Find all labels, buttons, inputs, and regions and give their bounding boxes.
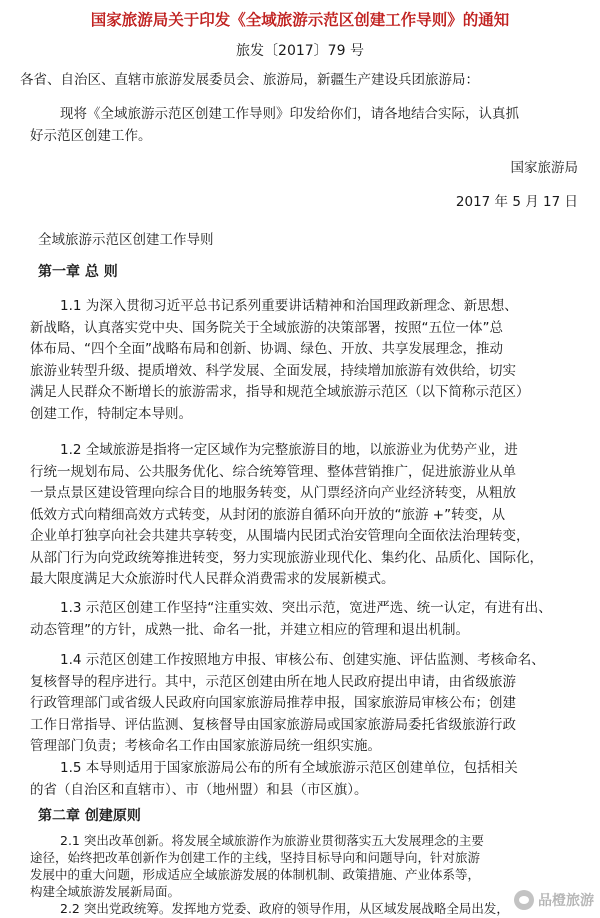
text-line: 动态管理”的方针，成熟一批、命名一批，并建立相应的管理和退出机制。: [30, 621, 469, 638]
section-1-1: [30, 296, 580, 425]
section-2-1: [30, 832, 580, 900]
chapter-2-heading: 第二章 创建原则: [38, 808, 141, 824]
text-line: 行政管理部门或省级人民政府向国家旅游局推荐申报，国家旅游局审核公布；创建: [30, 695, 516, 711]
text-line: 低效方式向精细高效方式转变，从封闭的旅游自循环向开放的“旅游 +”转变，从: [30, 506, 506, 523]
section-1-5: [30, 758, 580, 801]
text-line: 1.1 为深入贯彻习近平总书记系列重要讲话精神和治国理政新理念、新思想、: [60, 298, 518, 314]
text-line: 从部门行为向党政统筹推进转变，努力实现旅游业现代化、集约化、品质化、国际化，: [30, 549, 543, 566]
text-line: 1.2 全域旅游是指将一定区域作为完整旅游目的地，以旅游业为优势产业，进: [60, 442, 518, 458]
section-2-2: [30, 900, 580, 917]
text-line: 1.5 本导则适用于国家旅游局公布的所有全域旅游示范区创建单位，包括相关: [60, 760, 518, 776]
text-line: 构建全域旅游发展新局面。: [30, 884, 181, 899]
text-line: 满足人民群众不断增长的旅游需求，指导和规范全域旅游示范区（以下简称示范区）: [30, 384, 530, 400]
chapter-1-heading: 第一章 总 则: [38, 264, 118, 280]
text-line: 2.1 突出改革创新。将发展全域旅游作为旅游业贯彻落实五大发展理念的主要: [60, 833, 484, 848]
pinchen-logo-icon: [514, 890, 534, 910]
recipients-line: 各省、自治区、直辖市旅游发展委员会、旅游局，新疆生产建设兵团旅游局：: [20, 72, 479, 88]
text-line: 行统一规划布局、公共服务优化、综合统筹管理、整体营销推广，促进旅游业从单: [30, 463, 516, 480]
text-line: 最大限度满足大众旅游时代人民群众消费需求的发展新模式。: [30, 571, 395, 587]
text-line: 发展中的重大问题，形成适应全域旅游发展的体制机制、政策措施、产业体系等，: [30, 867, 481, 882]
section-1-4: [30, 650, 580, 758]
text-line: 企业单打独享向社会共建共享转变，从围墙内民团式治安管理向全面依法治理转变，: [30, 528, 530, 544]
text-line: 工作日常指导、评估监测、复核督导由国家旅游局或国家旅游局委托省级旅游行政: [30, 716, 516, 733]
intro-line-2: 好示范区创建工作。: [30, 127, 152, 144]
text-line: 管理部门负责；考核命名工作由国家旅游局统一组织实施。: [30, 738, 381, 754]
text-line: 复核督导的程序进行。其中，示范区创建由所在地人民政府提出申请，由省级旅游: [30, 673, 516, 690]
issuer-signature: 国家旅游局: [510, 160, 578, 176]
text-line: 1.4 示范区创建工作按照地方申报、审核公布、创建实施、评估监测、考核命名、: [60, 652, 545, 668]
text-line: 1.3 示范区创建工作坚持“注重实效、突出示范，宽进严选、统一认定，有进有出、: [60, 600, 552, 616]
intro-line-1: 现将《全域旅游示范区创建工作导则》印发给你们，请各地结合实际，认真抓: [60, 106, 519, 122]
text-line: 的省（自治区和直辖市）、市（地州盟）和县（市区旗）。: [30, 781, 368, 798]
text-line: 2.2 突出党政统筹。发挥地方党委、政府的领导作用，从区域发展战略全局出发，: [60, 901, 509, 916]
notice-title: 国家旅游局关于印发《全域旅游示范区创建工作导则》的通知: [90, 11, 510, 29]
text-line: 新战略，认真落实党中央、国务院关于全域旅游的决策部署，按照“五位一体”总: [30, 319, 503, 336]
text-line: 旅游业转型升级、提质增效、科学发展、全面发展，持续增加旅游有效供给，切实: [30, 362, 516, 379]
text-line: 体布局、“四个全面”战略布局和创新、协调、绿色、开放、共享发展理念，推动: [30, 341, 503, 357]
text-line: 创建工作，特制定本导则。: [30, 405, 192, 422]
watermark-text: 品橙旅游: [538, 893, 594, 909]
section-1-2: [30, 440, 580, 591]
intro-paragraph: [30, 104, 580, 147]
text-line: 一景点景区建设管理向综合目的地服务转变，从门票经济向产业经济转变，从粗放: [30, 485, 516, 501]
issue-date: 2017 年 5 月 17 日: [455, 194, 578, 210]
watermark: [514, 890, 594, 910]
section-1-3: [30, 598, 580, 641]
text-line: 途径，始终把改革创新作为创建工作的主线，坚持目标导向和问题导向，针对旅游: [30, 850, 481, 865]
document-number: 旅发〔2017〕79 号: [236, 43, 364, 59]
guideline-title: 全域旅游示范区创建工作导则: [38, 232, 214, 248]
